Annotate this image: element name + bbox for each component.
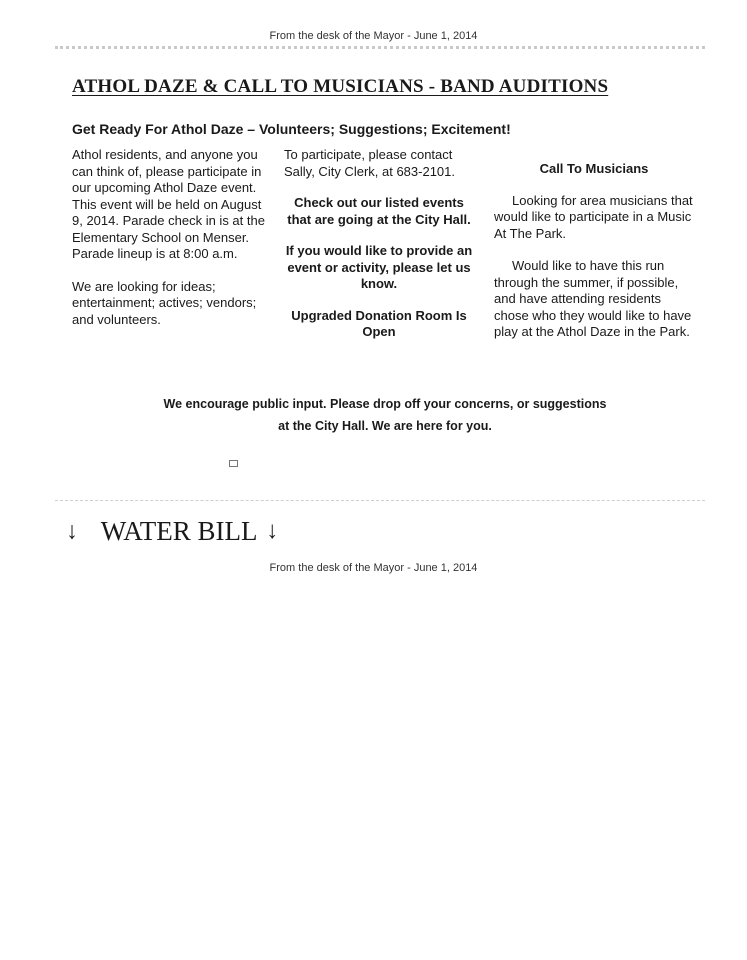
public-input-callout: [140, 393, 630, 437]
donation-room-notice: Upgraded Donation Room Is Open: [291, 307, 467, 339]
small-box-mark: [229, 460, 238, 467]
left-paragraph-2: We are looking for ideas; entertainment; actives; vendors; and volunteers.: [72, 278, 257, 327]
water-bill-label: WATER BILL: [100, 516, 258, 547]
left-paragraph-1: Athol residents, and anyone you can think of, please participate in our upcoming Athol Daze event. This event will be held on August 9, 2014. Parade check in is at the Elementary School on Menser. Parade lineup is at 8:00 a.m.: [72, 147, 265, 261]
callout-line-2: at the City Hall. We are here for you.: [278, 419, 492, 433]
down-arrow-icon: ↓: [266, 518, 279, 545]
callout-line-1: We encourage public input. Please drop off your concerns, or suggestions: [163, 397, 607, 411]
left-column: [72, 147, 272, 328]
header-dateline: From the desk of the Mayor - June 1, 2014: [269, 30, 478, 42]
footer-dateline: From the desk of the Mayor - June 1, 2014: [269, 562, 478, 574]
right-paragraph-1: Looking for area musicians that would like to participate in a Music At The Park.: [494, 192, 693, 241]
water-bill-heading: [66, 514, 278, 547]
down-arrow-icon: ↓: [66, 518, 78, 545]
musicians-heading: Call To Musicians: [539, 161, 649, 176]
page-title: ATHOL DAZE & CALL TO MUSICIANS - BAND AUDITIONS: [72, 76, 609, 97]
right-column: [494, 147, 694, 341]
middle-paragraph-1: To participate, please contact Sally, City Clerk, at 683-2101.: [284, 147, 455, 179]
section-subtitle: Get Ready For Athol Daze – Volunteers; Suggestions; Excitement!: [72, 121, 511, 137]
middle-column: [284, 147, 474, 341]
activity-notice: If you would like to provide an event or activity, please let us know.: [285, 243, 473, 291]
events-notice: Check out our listed events that are going at the City Hall.: [287, 195, 471, 227]
section-divider: [55, 500, 705, 501]
right-paragraph-2: Would like to have this run through the summer, if possible, and have attending residents chose who they would like to have play at the Athol Daze in the Park.: [494, 258, 692, 339]
header-divider: [55, 46, 705, 49]
